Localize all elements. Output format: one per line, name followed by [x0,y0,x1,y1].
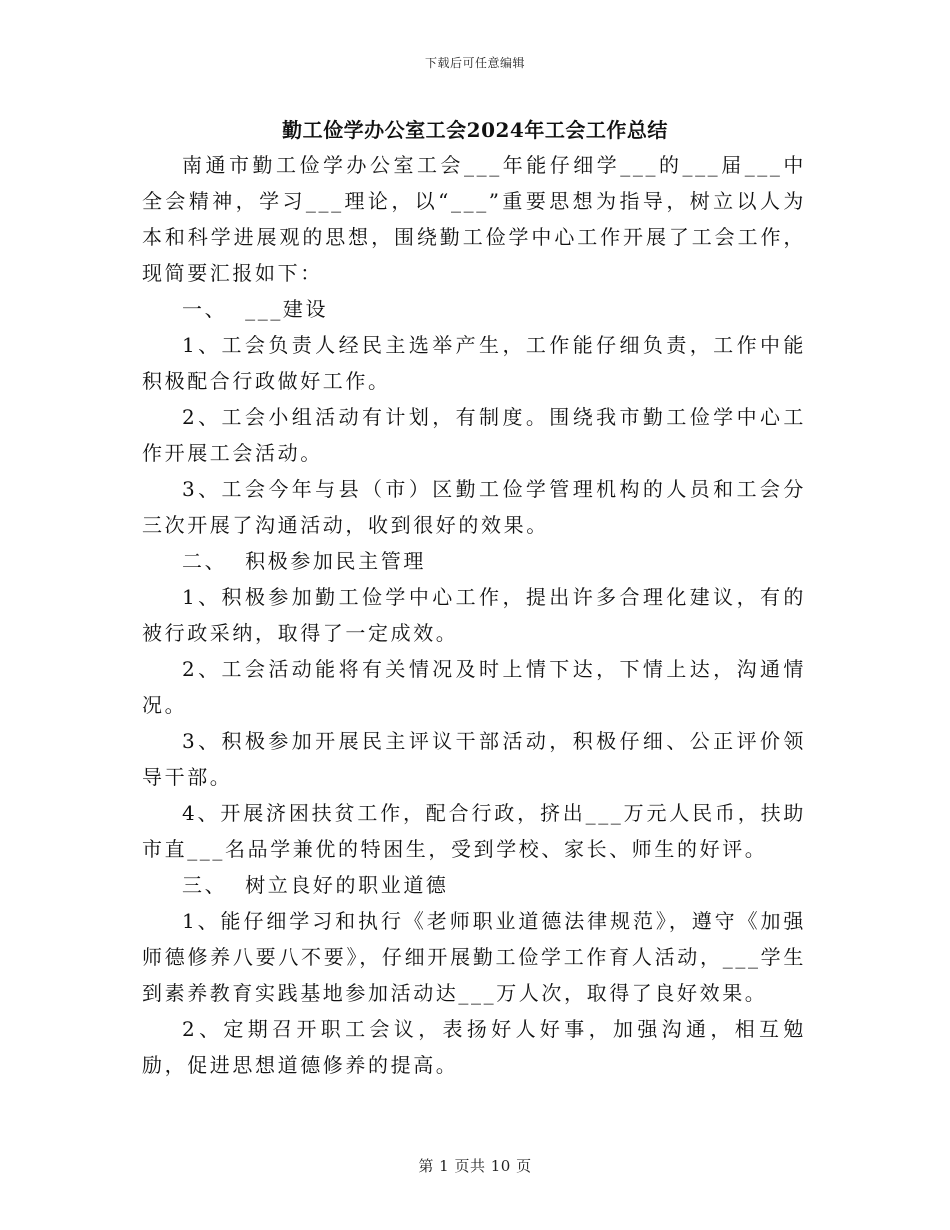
paragraph-2-3: 3、积极参加开展民主评议干部活动，积极仔细、公正评价领导干部。 [142,729,806,789]
section-heading-1: 一、 ___建设 [182,297,329,321]
paragraph-2-4: 4、开展济困扶贫工作，配合行政，挤出___万元人民币，扶助市直___名品学兼优的特困生，受到学校、家长、师生的好评。 [142,801,806,861]
paragraph-1-2: 2、工会小组活动有计划，有制度。围绕我市勤工俭学中心工作开展工会活动。 [142,405,806,465]
paragraph-2-1: 1、积极参加勤工俭学中心工作，提出许多合理化建议，有的被行政采纳，取得了一定成效。 [142,585,806,645]
page-number: 第 1 页共 10 页 [418,1157,532,1175]
section-heading-2: 二、 积极参加民主管理 [182,549,426,573]
paragraph-1-3: 3、工会今年与县（市）区勤工俭学管理机构的人员和工会分三次开展了沟通活动，收到很好的效果。 [142,477,806,537]
paragraph-3-2: 2、定期召开职工会议，表扬好人好事，加强沟通，相互勉励，促进思想道德修养的提高。 [142,1017,806,1077]
intro-paragraph: 南通市勤工俭学办公室工会___年能仔细学___的___届___中全会精神，学习___理论，以“___”重要思想为指导，树立以人为本和科学进展观的思想，围绕勤工俭学中心工作开展了工会工作，现简要汇报如下： [142,153,806,285]
paragraph-3-1: 1、能仔细学习和执行《老师职业道德法律规范》，遵守《加强师德修养八要八不要》，仔细开展勤工俭学工作育人活动，___学生到素养教育实践基地参加活动达___万人次，取得了良好效果。 [142,909,806,1005]
header-note: 下载后可任意编辑 [424,56,525,70]
paragraph-2-2: 2、工会活动能将有关情况及时上情下达，下情上达，沟通情况。 [142,657,806,717]
section-heading-3: 三、 树立良好的职业道德 [182,873,449,897]
document-body [142,147,806,1083]
paragraph-1-1: 1、工会负责人经民主选举产生，工作能仔细负责，工作中能积极配合行政做好工作。 [142,333,806,393]
document-title: 勤工俭学办公室工会2024年工会工作总结 [282,118,668,142]
